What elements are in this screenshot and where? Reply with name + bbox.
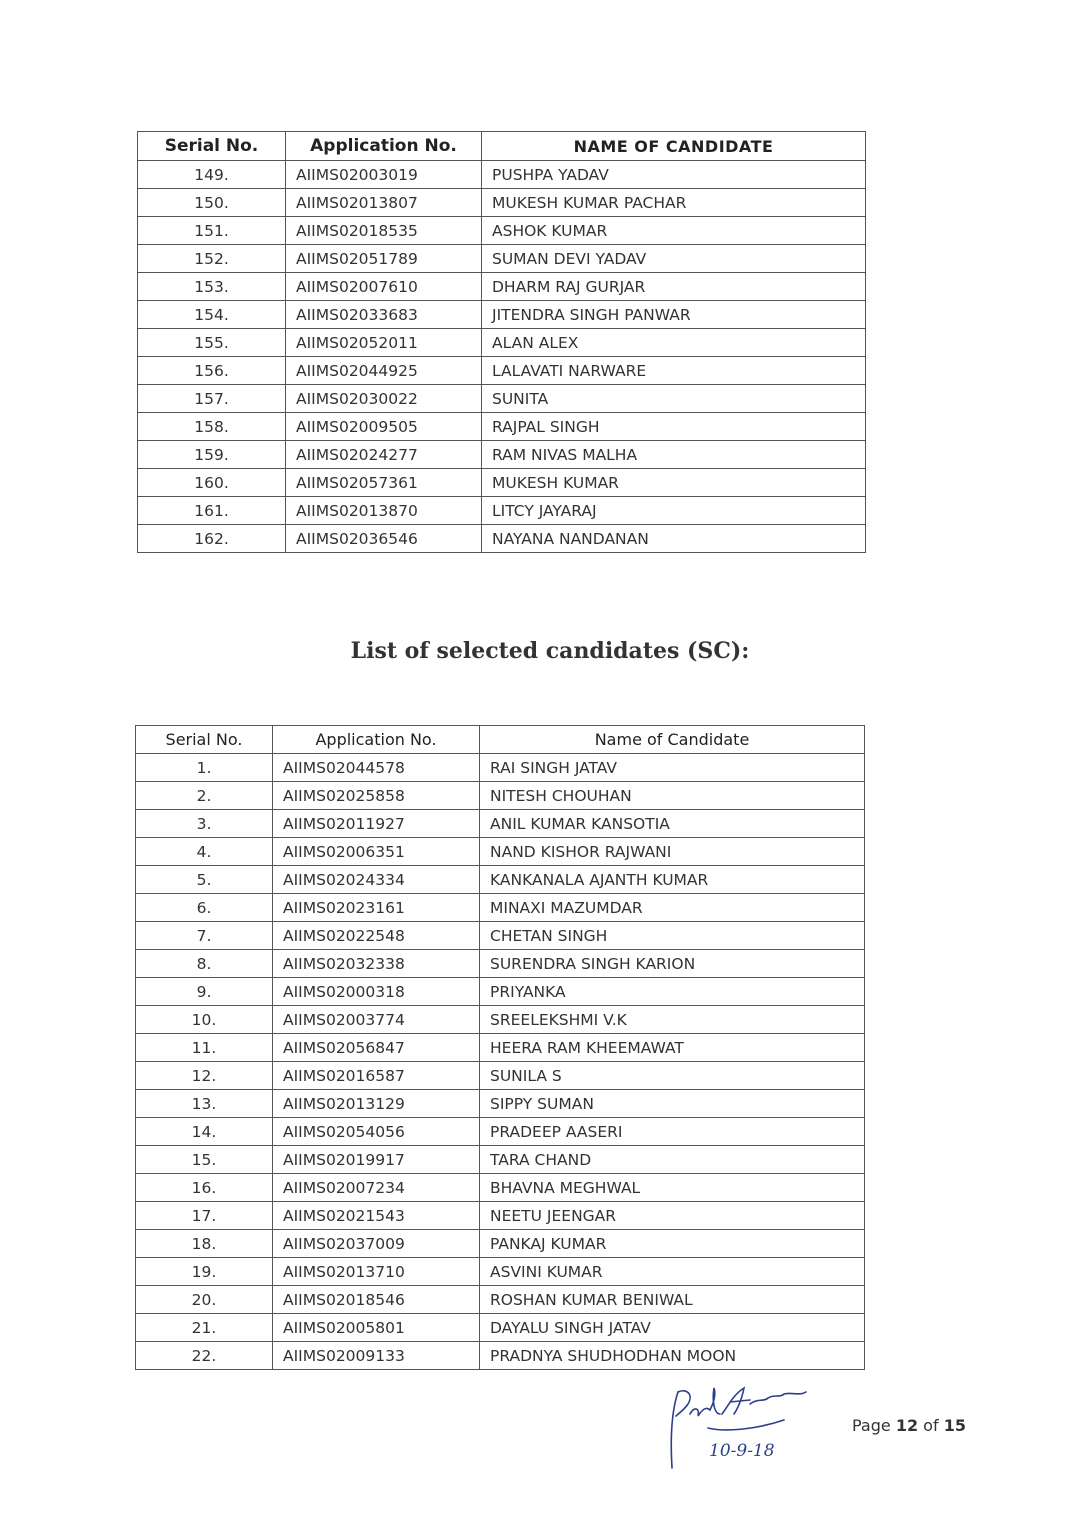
application-no-cell: AIIMS02019917 — [273, 1146, 480, 1174]
candidate-name-cell: CHETAN SINGH — [480, 922, 865, 950]
application-no-cell: AIIMS02054056 — [273, 1118, 480, 1146]
serial-no-cell: 4. — [136, 838, 273, 866]
candidate-name-cell: MUKESH KUMAR PACHAR — [482, 189, 866, 217]
application-no-cell: AIIMS02021543 — [273, 1202, 480, 1230]
header-application-no: Application No. — [286, 132, 482, 161]
application-no-cell: AIIMS02044578 — [273, 754, 480, 782]
serial-no-cell: 149. — [138, 161, 286, 189]
table-row — [136, 810, 865, 838]
candidate-name-cell: NAYANA NANDANAN — [482, 525, 866, 553]
candidate-name-cell: PANKAJ KUMAR — [480, 1230, 865, 1258]
candidate-name-cell: LITCY JAYARAJ — [482, 497, 866, 525]
table-row — [136, 838, 865, 866]
candidate-name-cell: LALAVATI NARWARE — [482, 357, 866, 385]
serial-no-cell: 9. — [136, 978, 273, 1006]
section-title: List of selected candidates (SC): — [350, 638, 750, 664]
table-row — [136, 1090, 865, 1118]
application-no-cell: AIIMS02037009 — [273, 1230, 480, 1258]
candidate-name-cell: ALAN ALEX — [482, 329, 866, 357]
candidate-name-cell: PRIYANKA — [480, 978, 865, 1006]
table-row — [138, 189, 866, 217]
serial-no-cell: 6. — [136, 894, 273, 922]
serial-no-cell: 19. — [136, 1258, 273, 1286]
page-number — [852, 1416, 966, 1435]
candidate-name-cell: DAYALU SINGH JATAV — [480, 1314, 865, 1342]
application-no-cell: AIIMS02036546 — [286, 525, 482, 553]
serial-no-cell: 161. — [138, 497, 286, 525]
application-no-cell: AIIMS02007610 — [286, 273, 482, 301]
serial-no-cell: 1. — [136, 754, 273, 782]
application-no-cell: AIIMS02024334 — [273, 866, 480, 894]
candidate-name-cell: BHAVNA MEGHWAL — [480, 1174, 865, 1202]
candidate-name-cell: PRADEEP AASERI — [480, 1118, 865, 1146]
application-no-cell: AIIMS02006351 — [273, 838, 480, 866]
page-number-current: 12 — [895, 1416, 919, 1435]
candidate-name-cell: HEERA RAM KHEEMAWAT — [480, 1034, 865, 1062]
serial-no-cell: 16. — [136, 1174, 273, 1202]
serial-no-cell: 156. — [138, 357, 286, 385]
serial-no-cell: 155. — [138, 329, 286, 357]
candidate-name-cell: MUKESH KUMAR — [482, 469, 866, 497]
candidate-name-cell: KANKANALA AJANTH KUMAR — [480, 866, 865, 894]
serial-no-cell: 18. — [136, 1230, 273, 1258]
table-header-row — [136, 726, 865, 754]
page-number-prefix: Page — [852, 1416, 896, 1435]
table-row — [136, 754, 865, 782]
table-body — [138, 161, 866, 553]
serial-no-cell: 151. — [138, 217, 286, 245]
header-name-of-candidate: NAME OF CANDIDATE — [482, 132, 866, 161]
application-no-cell: AIIMS02013710 — [273, 1258, 480, 1286]
application-no-cell: AIIMS02018546 — [273, 1286, 480, 1314]
application-no-cell: AIIMS02013129 — [273, 1090, 480, 1118]
application-no-cell: AIIMS02016587 — [273, 1062, 480, 1090]
table-row — [138, 161, 866, 189]
candidate-name-cell: RAM NIVAS MALHA — [482, 441, 866, 469]
application-no-cell: AIIMS02033683 — [286, 301, 482, 329]
candidate-name-cell: RAI SINGH JATAV — [480, 754, 865, 782]
application-no-cell: AIIMS02000318 — [273, 978, 480, 1006]
header-serial-no: Serial No. — [138, 132, 286, 161]
serial-no-cell: 11. — [136, 1034, 273, 1062]
table-row — [138, 525, 866, 553]
application-no-cell: AIIMS02007234 — [273, 1174, 480, 1202]
candidate-name-cell: SUNILA S — [480, 1062, 865, 1090]
application-no-cell: AIIMS02057361 — [286, 469, 482, 497]
table-row — [136, 894, 865, 922]
table-row — [136, 1034, 865, 1062]
application-no-cell: AIIMS02018535 — [286, 217, 482, 245]
table-row — [138, 245, 866, 273]
application-no-cell: AIIMS02044925 — [286, 357, 482, 385]
table-row — [136, 1006, 865, 1034]
table-row — [136, 782, 865, 810]
candidate-name-cell: PRADNYA SHUDHODHAN MOON — [480, 1342, 865, 1370]
application-no-cell: AIIMS02024277 — [286, 441, 482, 469]
candidate-name-cell: ANIL KUMAR KANSOTIA — [480, 810, 865, 838]
header-name-of-candidate: Name of Candidate — [480, 726, 865, 754]
serial-no-cell: 12. — [136, 1062, 273, 1090]
candidate-name-cell: PUSHPA YADAV — [482, 161, 866, 189]
candidate-name-cell: TARA CHAND — [480, 1146, 865, 1174]
candidates-table-continued — [137, 131, 866, 553]
serial-no-cell: 157. — [138, 385, 286, 413]
application-no-cell: AIIMS02013870 — [286, 497, 482, 525]
serial-no-cell: 160. — [138, 469, 286, 497]
table-row — [136, 1062, 865, 1090]
header-application-no: Application No. — [273, 726, 480, 754]
application-no-cell: AIIMS02009505 — [286, 413, 482, 441]
candidate-name-cell: ASVINI KUMAR — [480, 1258, 865, 1286]
table-row — [138, 273, 866, 301]
page-number-middle: of — [918, 1416, 944, 1435]
application-no-cell: AIIMS02025858 — [273, 782, 480, 810]
serial-no-cell: 10. — [136, 1006, 273, 1034]
candidate-name-cell: SUNITA — [482, 385, 866, 413]
table-row — [136, 922, 865, 950]
table-row — [136, 1174, 865, 1202]
candidate-name-cell: SIPPY SUMAN — [480, 1090, 865, 1118]
table-row — [138, 441, 866, 469]
table-row — [138, 497, 866, 525]
candidate-name-cell: JITENDRA SINGH PANWAR — [482, 301, 866, 329]
serial-no-cell: 5. — [136, 866, 273, 894]
serial-no-cell: 153. — [138, 273, 286, 301]
candidate-name-cell: NAND KISHOR RAJWANI — [480, 838, 865, 866]
candidate-name-cell: ROSHAN KUMAR BENIWAL — [480, 1286, 865, 1314]
serial-no-cell: 3. — [136, 810, 273, 838]
table-row — [138, 329, 866, 357]
table-row — [136, 978, 865, 1006]
table-body — [136, 754, 865, 1370]
candidate-name-cell: DHARM RAJ GURJAR — [482, 273, 866, 301]
serial-no-cell: 2. — [136, 782, 273, 810]
candidate-name-cell: NEETU JEENGAR — [480, 1202, 865, 1230]
serial-no-cell: 14. — [136, 1118, 273, 1146]
application-no-cell: AIIMS02051789 — [286, 245, 482, 273]
application-no-cell: AIIMS02013807 — [286, 189, 482, 217]
serial-no-cell: 150. — [138, 189, 286, 217]
application-no-cell: AIIMS02030022 — [286, 385, 482, 413]
candidate-name-cell: NITESH CHOUHAN — [480, 782, 865, 810]
serial-no-cell: 21. — [136, 1314, 273, 1342]
table-row — [136, 1314, 865, 1342]
serial-no-cell: 15. — [136, 1146, 273, 1174]
application-no-cell: AIIMS02023161 — [273, 894, 480, 922]
handwritten-signature — [664, 1380, 814, 1470]
table-row — [138, 469, 866, 497]
table-row — [136, 950, 865, 978]
serial-no-cell: 162. — [138, 525, 286, 553]
serial-no-cell: 20. — [136, 1286, 273, 1314]
table-row — [136, 1258, 865, 1286]
serial-no-cell: 8. — [136, 950, 273, 978]
application-no-cell: AIIMS02011927 — [273, 810, 480, 838]
serial-no-cell: 152. — [138, 245, 286, 273]
application-no-cell: AIIMS02056847 — [273, 1034, 480, 1062]
table-row — [136, 1230, 865, 1258]
candidate-name-cell: SUMAN DEVI YADAV — [482, 245, 866, 273]
serial-no-cell: 158. — [138, 413, 286, 441]
serial-no-cell: 22. — [136, 1342, 273, 1370]
table-row — [136, 1146, 865, 1174]
candidate-name-cell: MINAXI MAZUMDAR — [480, 894, 865, 922]
candidate-name-cell: SURENDRA SINGH KARION — [480, 950, 865, 978]
table-row — [138, 357, 866, 385]
table-row — [138, 301, 866, 329]
application-no-cell: AIIMS02022548 — [273, 922, 480, 950]
application-no-cell: AIIMS02009133 — [273, 1342, 480, 1370]
table-row — [138, 217, 866, 245]
serial-no-cell: 17. — [136, 1202, 273, 1230]
application-no-cell: AIIMS02003774 — [273, 1006, 480, 1034]
page-number-total: 15 — [943, 1416, 966, 1435]
serial-no-cell: 7. — [136, 922, 273, 950]
candidate-name-cell: RAJPAL SINGH — [482, 413, 866, 441]
serial-no-cell: 13. — [136, 1090, 273, 1118]
application-no-cell: AIIMS02032338 — [273, 950, 480, 978]
table-header-row — [138, 132, 866, 161]
header-serial-no: Serial No. — [136, 726, 273, 754]
table-row — [136, 1286, 865, 1314]
serial-no-cell: 154. — [138, 301, 286, 329]
application-no-cell: AIIMS02003019 — [286, 161, 482, 189]
table-row — [136, 866, 865, 894]
candidate-name-cell: SREELEKSHMI V.K — [480, 1006, 865, 1034]
table-row — [138, 413, 866, 441]
table-row — [136, 1342, 865, 1370]
sc-candidates-table — [135, 725, 865, 1370]
application-no-cell: AIIMS02052011 — [286, 329, 482, 357]
signature-date: 10-9-18 — [709, 1441, 775, 1461]
table-row — [136, 1202, 865, 1230]
table-row — [138, 385, 866, 413]
application-no-cell: AIIMS02005801 — [273, 1314, 480, 1342]
table-row — [136, 1118, 865, 1146]
serial-no-cell: 159. — [138, 441, 286, 469]
candidate-name-cell: ASHOK KUMAR — [482, 217, 866, 245]
